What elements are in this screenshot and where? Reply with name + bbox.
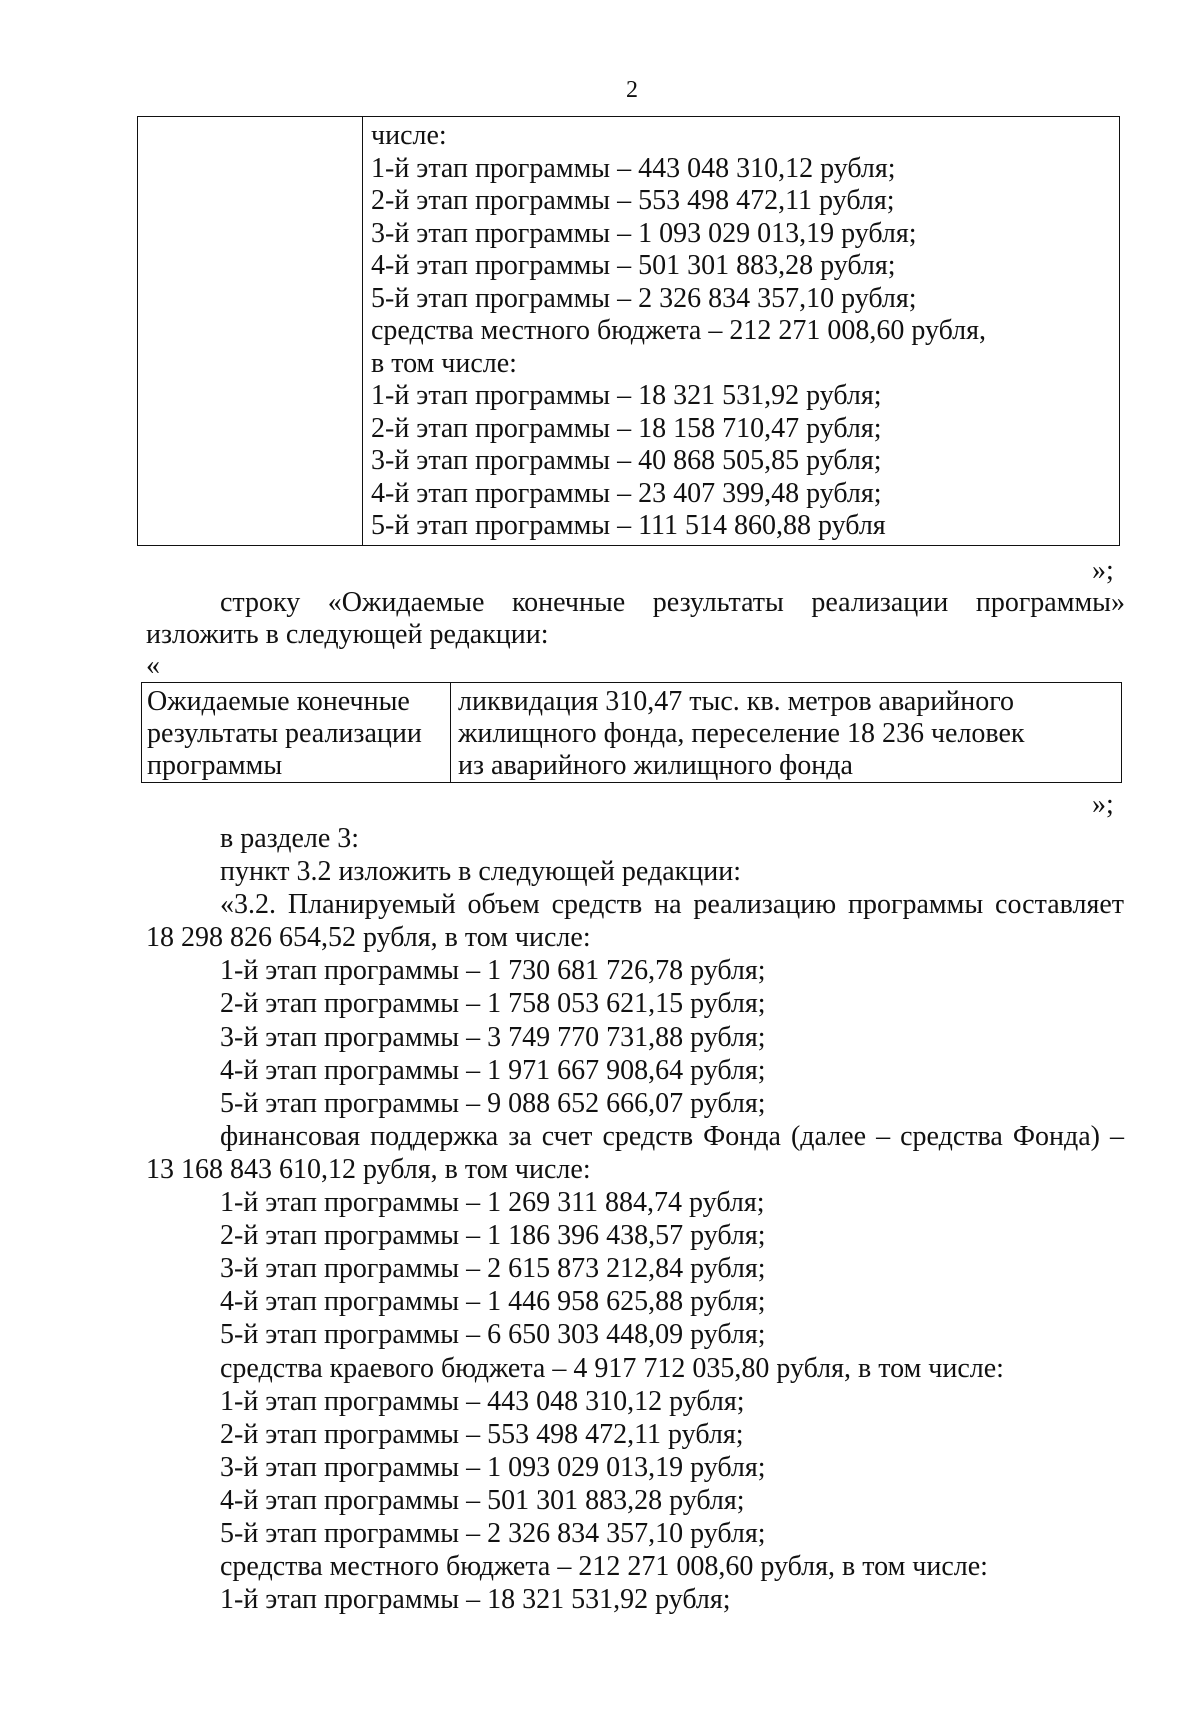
table-text-line: программы [147, 750, 283, 781]
intro-line: строку «Ожидаемые конечные результаты реализации программы» [220, 587, 1125, 618]
table-text-line: числе: [371, 120, 447, 151]
paragraph-line: средства местного бюджета – 212 271 008,60 рубля, в том числе: [220, 1551, 988, 1583]
table-text-line: 3-й этап программы – 40 868 505,85 рубля; [371, 445, 882, 476]
paragraph-line: 5-й этап программы – 6 650 303 448,09 рубля; [220, 1319, 766, 1351]
table-column-divider [450, 683, 451, 782]
table-text-line: из аварийного жилищного фонда [458, 750, 853, 781]
paragraph-line: 5-й этап программы – 2 326 834 357,10 рубля; [220, 1517, 766, 1549]
table-right-cell [458, 686, 1025, 782]
expected-results-table [141, 682, 1122, 783]
paragraph-line: в разделе 3: [220, 823, 360, 854]
table-text-line: результаты реализации [147, 718, 422, 749]
closing-quote: »; [1092, 789, 1114, 820]
table-text-line: 1-й этап программы – 18 321 531,92 рубля; [371, 380, 882, 411]
paragraph-line: 4-й этап программы – 501 301 883,28 рубля; [220, 1484, 745, 1516]
paragraph-line: 1-й этап программы – 1 730 681 726,78 рубля; [220, 955, 766, 987]
paragraph-line: 2-й этап программы – 1 758 053 621,15 рубля; [220, 988, 766, 1020]
table-text-line: 3-й этап программы – 1 093 029 013,19 рубля; [371, 217, 917, 249]
table-text-line: в том числе: [371, 347, 517, 379]
paragraph-line: 5-й этап программы – 9 088 652 666,07 рубля; [220, 1087, 766, 1119]
paragraph-line: финансовая поддержка за счет средств Фонда (далее – средства Фонда) – [220, 1120, 1124, 1152]
table-text-line: 1-й этап программы – 443 048 310,12 рубля; [371, 152, 896, 184]
paragraph-line: «3.2. Планируемый объем средств на реализацию программы составляет [220, 889, 1124, 921]
table-text-line: ликвидация 310,47 тыс. кв. метров аварийного [458, 686, 1014, 717]
intro-line-continued: изложить в следующей редакции: [146, 619, 549, 650]
table-right-cell [371, 120, 1113, 543]
table-text-line: 2-й этап программы – 553 498 472,11 рубля; [371, 185, 895, 216]
funding-table-continuation [137, 116, 1120, 546]
paragraph-line: 1-й этап программы – 443 048 310,12 рубля; [220, 1385, 745, 1417]
paragraph-line: 1-й этап программы – 18 321 531,92 рубля; [220, 1584, 731, 1616]
table-text-line: средства местного бюджета – 212 271 008,60 рубля, [371, 315, 987, 346]
paragraph-line: 2-й этап программы – 1 186 396 438,57 рубля; [220, 1220, 766, 1252]
paragraph-line: 13 168 843 610,12 рубля, в том числе: [146, 1153, 591, 1185]
paragraph-line: 3-й этап программы – 3 749 770 731,88 рубля; [220, 1021, 766, 1053]
paragraph-line: 2-й этап программы – 553 498 472,11 рубля; [220, 1418, 744, 1450]
paragraph-line: 4-й этап программы – 1 446 958 625,88 рубля; [220, 1286, 766, 1318]
paragraph-line: средства краевого бюджета – 4 917 712 035,80 рубля, в том числе: [220, 1352, 1004, 1384]
table-left-cell [147, 686, 422, 782]
paragraph-line: 3-й этап программы – 2 615 873 212,84 рубля; [220, 1253, 766, 1285]
table-text-line: жилищного фонда, переселение 18 236 человек [458, 718, 1025, 749]
page-number: 2 [626, 77, 638, 103]
paragraph-line: 3-й этап программы – 1 093 029 013,19 рубля; [220, 1451, 766, 1483]
table-text-line: 5-й этап программы – 111 514 860,88 рубля [371, 510, 886, 541]
opening-quote: « [146, 650, 160, 681]
closing-quote: »; [1092, 555, 1114, 586]
table-text-line: 4-й этап программы – 23 407 399,48 рубля; [371, 477, 882, 509]
table-text-line: 2-й этап программы – 18 158 710,47 рубля; [371, 412, 882, 444]
table-column-divider [362, 117, 363, 545]
section-3-text [146, 822, 1124, 1616]
table-text-line: 5-й этап программы – 2 326 834 357,10 рубля; [371, 282, 917, 314]
paragraph-line: пункт 3.2 изложить в следующей редакции: [220, 856, 741, 888]
paragraph-line: 18 298 826 654,52 рубля, в том числе: [146, 922, 591, 954]
table-text-line: 4-й этап программы – 501 301 883,28 рубля; [371, 250, 896, 281]
table-text-line: Ожидаемые конечные [147, 686, 410, 717]
paragraph-line: 4-й этап программы – 1 971 667 908,64 рубля; [220, 1054, 766, 1086]
paragraph-line: 1-й этап программы – 1 269 311 884,74 рубля; [220, 1187, 765, 1219]
